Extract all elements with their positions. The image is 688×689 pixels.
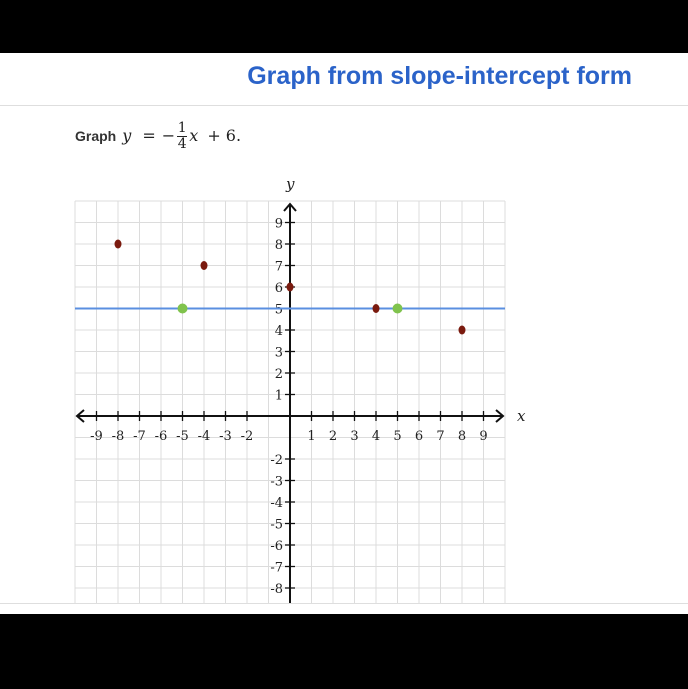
y-tick-label: 9 bbox=[274, 216, 283, 232]
y-tick-label: -8 bbox=[270, 582, 283, 597]
x-tick-label: 7 bbox=[436, 429, 445, 444]
bottom-divider bbox=[0, 603, 688, 604]
x-tick-label: -3 bbox=[219, 429, 232, 444]
x-tick-label: -9 bbox=[90, 429, 103, 444]
x-tick-label: -8 bbox=[111, 429, 125, 444]
exercise-title: Graph from slope-intercept form bbox=[247, 62, 632, 90]
drawn-mark-point bbox=[287, 283, 294, 292]
draggable-point[interactable] bbox=[393, 304, 403, 314]
y-tick-label: -5 bbox=[270, 517, 283, 533]
y-tick-label: -2 bbox=[270, 453, 283, 468]
drawn-mark-point bbox=[459, 326, 466, 335]
x-tick-label: -5 bbox=[176, 429, 189, 444]
x-tick-label: 6 bbox=[414, 429, 424, 444]
x-tick-label: 3 bbox=[350, 429, 359, 444]
y-tick-label: -3 bbox=[270, 474, 283, 490]
x-tick-label: -2 bbox=[240, 429, 254, 444]
draggable-point[interactable] bbox=[178, 304, 188, 314]
x-tick-label: -4 bbox=[197, 429, 211, 444]
y-tick-label: 3 bbox=[274, 345, 283, 361]
y-tick-label: -7 bbox=[270, 560, 283, 576]
x-tick-label: 2 bbox=[328, 429, 338, 444]
y-tick-label: 6 bbox=[274, 281, 283, 296]
equation-equals: = bbox=[142, 125, 156, 145]
equation-tail: + 6. bbox=[207, 125, 242, 145]
equation-variable: x bbox=[189, 125, 199, 145]
x-tick-label: 8 bbox=[457, 429, 467, 444]
exercise-panel bbox=[0, 53, 688, 614]
drawn-mark-point bbox=[115, 240, 122, 249]
y-tick-label: 4 bbox=[274, 324, 283, 339]
y-tick-label: -4 bbox=[270, 496, 283, 511]
tick-labels bbox=[90, 175, 526, 597]
axes bbox=[77, 204, 503, 604]
drawn-mark-point bbox=[373, 304, 380, 313]
x-axis-label: x bbox=[517, 407, 526, 425]
y-tick-label: 2 bbox=[274, 367, 283, 382]
x-tick-label: 9 bbox=[479, 429, 488, 444]
y-tick-label: 8 bbox=[274, 238, 283, 253]
drawn-mark-point bbox=[201, 261, 208, 270]
coordinate-plane[interactable] bbox=[0, 53, 688, 614]
y-tick-label: 1 bbox=[274, 388, 283, 404]
fraction-numerator: 1 bbox=[177, 119, 187, 136]
x-tick-label: -7 bbox=[133, 429, 146, 444]
x-tick-label: 5 bbox=[393, 429, 402, 444]
problem-lead: Graph bbox=[75, 128, 117, 144]
y-tick-label: -6 bbox=[270, 539, 283, 554]
y-tick-label: 5 bbox=[274, 302, 283, 318]
y-axis-label: y bbox=[286, 175, 295, 193]
x-tick-label: 4 bbox=[371, 429, 381, 444]
equation-lhs: y bbox=[122, 125, 132, 145]
y-tick-label: 7 bbox=[274, 259, 283, 275]
x-tick-label: 1 bbox=[307, 429, 316, 444]
fraction-denominator: 4 bbox=[177, 135, 187, 152]
x-tick-label: -6 bbox=[154, 429, 168, 444]
equation-minus: − bbox=[161, 125, 176, 145]
